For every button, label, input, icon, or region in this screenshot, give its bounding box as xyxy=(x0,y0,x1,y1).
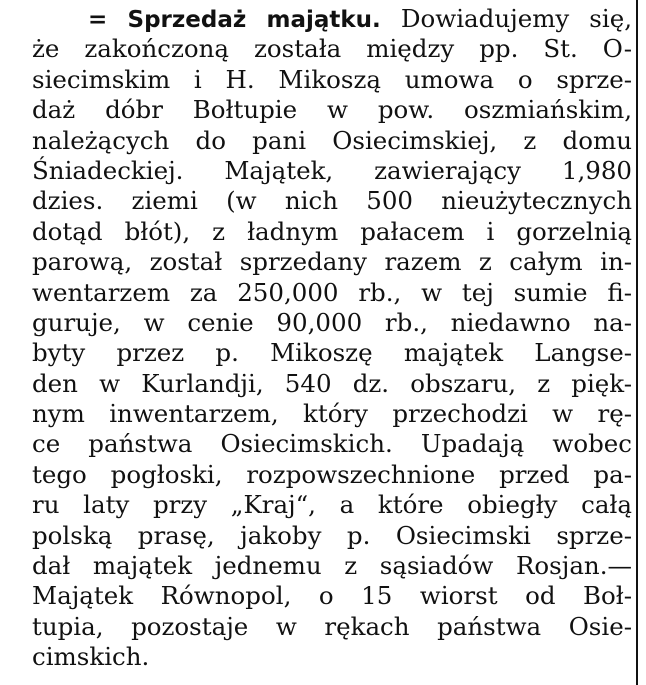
article-line: należących do pani Osiecimskiej, z domu xyxy=(32,125,632,155)
article-line-last: cimskich. xyxy=(32,642,150,672)
article-line: ru laty przy „Kraj“, a które obiegły całą xyxy=(32,490,632,520)
article-line: guruje, w cenie 90,000 rb., niedawno na- xyxy=(32,307,632,337)
article-line: nym inwentarzem, który przechodzi w rę- xyxy=(32,399,632,429)
article-line: ce państwa Osiecimskich. Upadają wobec xyxy=(32,429,632,459)
article-line: dał majątek jednemu z sąsiadów Rosjan.— xyxy=(32,551,632,581)
article-line: daż dóbr Bołtupie w pow. oszmiańskim, xyxy=(32,95,632,125)
article-line: Majątek Równopol, o 15 wiorst od Boł- xyxy=(32,581,632,611)
article-line: siecimskim i H. Mikoszą umowa o sprze- xyxy=(32,64,632,94)
article-line-1 xyxy=(32,4,632,34)
article-line: dzies. ziemi (w nich 500 nieużytecznych xyxy=(32,186,632,216)
article-line: parową, został sprzedany razem z całym in- xyxy=(32,247,632,277)
article-line: tupia, pozostaje w rękach państwa Osie- xyxy=(32,611,632,641)
article-line: tego pogłoski, rozpowszechnione przed pa- xyxy=(32,459,632,489)
article-line: dotąd błót), z ładnym pałacem i gorzelnią xyxy=(32,216,632,246)
article-first-line-text: Dowiadujemy się, xyxy=(400,4,632,33)
article-line: wentarzem za 250,000 rb., w tej sumie fi- xyxy=(32,277,632,307)
article-line: że zakończoną została między pp. St. O- xyxy=(32,34,632,64)
news-article xyxy=(32,4,632,673)
article-line: polską prasę, jakoby p. Osiecimski sprze- xyxy=(32,520,632,550)
article-headline: = Sprzedaż majątku. xyxy=(88,7,381,33)
article-line: byty przez p. Mikoszę majątek Langse- xyxy=(32,338,632,368)
article-line: Śniadeckiej. Majątek, zawierający 1,980 xyxy=(32,155,632,185)
column-divider xyxy=(636,0,638,685)
article-line: den w Kurlandji, 540 dz. obszaru, z pięk- xyxy=(32,368,632,398)
